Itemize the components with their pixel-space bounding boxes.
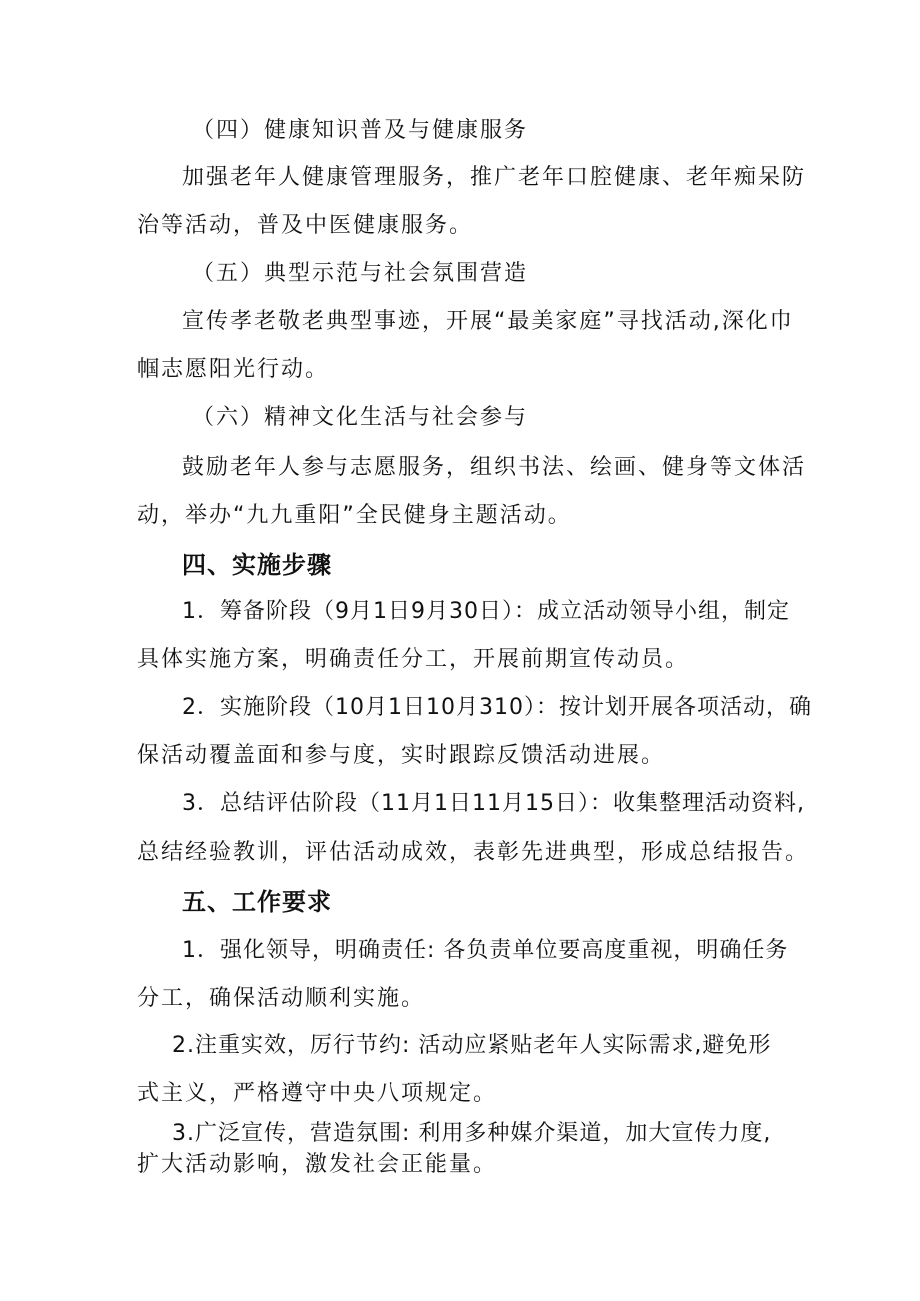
section-5-body-line-1: 宣传孝老敬老典型事迹，开展“最美家庭”寻找活动,深化巾: [182, 309, 794, 334]
section-5-body-line-2: 帼志愿阳光行动。: [137, 357, 330, 382]
section-4-title: （四）健康知识普及与健康服务: [192, 118, 529, 143]
heading-implementation-steps: 四、实施步骤: [182, 551, 332, 579]
step-1-line-1: 1．筹备阶段（9月1日9月30日）：成立活动领导小组，制定: [182, 599, 790, 624]
heading-work-requirements: 五、工作要求: [182, 888, 332, 916]
requirement-3-line-2: 扩大活动影响，激发社会正能量。: [137, 1152, 498, 1177]
section-6-title: （六）精神文化生活与社会参与: [192, 405, 529, 430]
section-6-body-line-2: 动，举办“九九重阳”全民健身主题活动。: [137, 503, 572, 528]
step-2-line-2: 保活动覆盖面和参与度，实时跟踪反馈活动进展。: [137, 743, 666, 768]
requirement-2-line-2: 式主义，严格遵守中央八项规定。: [137, 1081, 498, 1106]
section-6-body-line-1: 鼓励老年人参与志愿服务，组织书法、绘画、健身等文体活: [182, 455, 807, 480]
section-5-title: （五）典型示范与社会氛围营造: [192, 261, 529, 286]
requirement-3-line-1: 3.广泛宣传，营造氛围: 利用多种媒介渠道，加大宣传力度,: [172, 1121, 772, 1146]
requirement-2-line-1: 2.注重实效，厉行节约: 活动应紧贴老年人实际需求,避免形: [172, 1033, 772, 1058]
step-1-line-2: 具体实施方案，明确责任分工，开展前期宣传动员。: [137, 647, 690, 672]
step-3-line-2: 总结经验教训，评估活动成效，表彰先进典型，形成总结报告。: [137, 840, 810, 865]
step-2-line-1: 2．实施阶段（10月1日10月310）：按计划开展各项活动，确: [182, 695, 812, 720]
section-4-body-line-2: 治等活动，普及中医健康服务。: [137, 213, 474, 238]
requirement-1-line-2: 分工，确保活动顺利实施。: [137, 986, 426, 1011]
step-3-line-1: 3．总结评估阶段（11月1日11月15日）：收集整理活动资料,: [182, 791, 805, 816]
section-4-body-line-1: 加强老年人健康管理服务，推广老年口腔健康、老年痴呆防: [182, 165, 807, 190]
requirement-1-line-1: 1．强化领导，明确责任: 各负责单位要高度重视，明确任务: [182, 938, 789, 963]
